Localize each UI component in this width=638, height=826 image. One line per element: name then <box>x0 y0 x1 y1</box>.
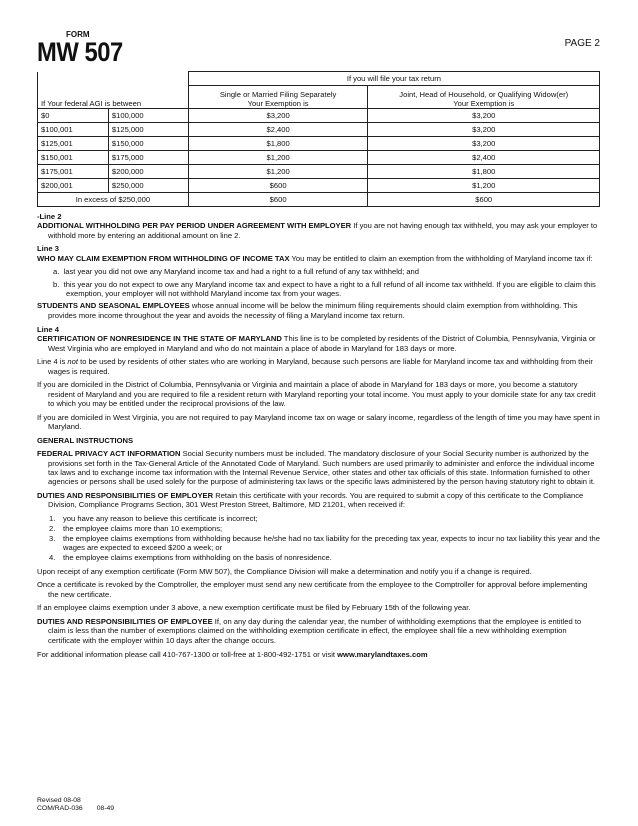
table-row <box>38 137 600 151</box>
line3-heading: WHO MAY CLAIM EXEMPTION FROM WITHHOLDING OF INCOME TAX <box>37 253 290 263</box>
contact-paragraph: For additional information please call 410-767-1300 or toll-free at 1-800-492-1751 or visit www.marylandtaxes.com <box>37 649 428 659</box>
line4-title: Line 4 <box>37 324 59 334</box>
exemption-table <box>37 71 600 207</box>
list-item-text: the employee claims exemptions from withholding because he/she had no tax liability for the preceding tax year, expects to incur no tax liability this year and the wages are expected to exceed $200 a week; or <box>63 533 600 552</box>
list-item-number: 4. <box>49 552 56 562</box>
list-item-number: 1. <box>49 514 56 524</box>
students-heading: STUDENTS AND SEASONAL EMPLOYEES <box>37 301 190 311</box>
agi-from: $175,001 <box>38 165 109 179</box>
joint-exemption: $3,200 <box>368 109 600 123</box>
agi-from: $125,001 <box>38 137 109 151</box>
agi-to: $100,000 <box>108 109 188 123</box>
last-row-label: In excess of $250,000 <box>38 193 189 207</box>
table-row <box>38 179 600 193</box>
line3-item-b: b. this year you do not expect to owe any Maryland income tax and expect to have a right to a full refund of all income tax withheld. If you are eligible to claim this exemption, your employer will not withhold Maryland income tax from your wages. <box>53 279 596 299</box>
agi-from: $100,001 <box>38 123 109 137</box>
single-exemption: $1,200 <box>188 151 368 165</box>
general-title: GENERAL INSTRUCTIONS <box>37 435 134 445</box>
table-row <box>38 123 600 137</box>
joint-exemption: $1,200 <box>368 179 600 193</box>
agi-to: $150,000 <box>108 137 188 151</box>
agi-to: $125,000 <box>108 123 188 137</box>
joint-header: Joint, Head of Household, or Qualifying Widow(er) Your Exemption is <box>368 86 600 109</box>
table-row <box>38 109 600 123</box>
line3-item-a: a. last year you did not owe any Maryland income tax and had a right to a full refund of any tax withheld; and <box>53 267 420 277</box>
line3-text: You may be entitled to claim an exemption from the withholding of Maryland income tax if: <box>289 253 593 263</box>
line4-heading: CERTIFICATION OF NONRESIDENCE IN THE STATE OF MARYLAND <box>37 334 282 344</box>
list-item-text: you have any reason to believe this certificate is incorrect; <box>63 514 258 524</box>
joint-exemption: $3,200 <box>368 137 600 151</box>
line4-p2: Line 4 is not to be used by residents of other states who are working in Maryland, because such persons are liable for Maryland income tax and withholding from their wages is required. <box>37 357 593 376</box>
privacy-paragraph: FEDERAL PRIVACY ACT INFORMATION Social Security numbers must be included. The mandatory disclosure of your Social Security number is authorized by the provisions set forth in the Tax-General Article of the Annotated Code of Maryland. Such numbers are used primarily to administer and enforce the individual income tax laws and to exchange income tax information with the Internal Revenue Service, other states and other tax officials of this state. Information furnished to other agencies or persons shall be used solely for the purpose of administering tax laws or the specific laws administered by the person having statutory right to obtain it. <box>37 449 596 487</box>
single-header: Single or Married Filing Separately Your Exemption is <box>188 86 368 109</box>
table-row <box>38 165 600 179</box>
list-item-number: 2. <box>49 523 56 533</box>
list-item-number: 3. <box>49 533 56 543</box>
website-link[interactable]: www.marylandtaxes.com <box>337 649 428 659</box>
line3-title: Line 3 <box>37 244 59 254</box>
span-header: If you will file your tax return <box>188 72 599 86</box>
duties-list <box>37 514 600 562</box>
single-exemption: $3,200 <box>188 109 368 123</box>
agi-header: If Your federal AGI is between <box>38 86 189 109</box>
single-exemption: $600 <box>188 179 368 193</box>
line3-paragraph <box>37 254 600 263</box>
list-item <box>37 524 600 533</box>
last-row-joint: $600 <box>368 193 600 207</box>
duties-heading: DUTIES AND RESPONSIBILITIES OF EMPLOYER <box>37 490 214 500</box>
under3-paragraph: If an employee claims exemption under 3 above, a new exemption certificate must be filed by February 15th of the following year. <box>37 603 471 613</box>
list-item-text: the employee claims exemptions from withholding on the basis of nonresidence. <box>63 552 332 562</box>
agi-to: $175,000 <box>108 151 188 165</box>
revoked-paragraph: Once a certificate is revoked by the Comptroller, the employer must send any new certificate from the employee to the Comptroller for approval before implementing the new certificate. <box>37 580 588 599</box>
list-item <box>37 534 600 553</box>
line2-text: If you are not having enough tax withheld, you may ask your employer to withhold more by entering an additional amount on line 2. <box>48 221 598 240</box>
page-number: PAGE 2 <box>564 38 600 49</box>
employee-duties-paragraph: DUTIES AND RESPONSIBILITIES OF EMPLOYEE If, on any day during the calendar year, the number of withholding exemptions that the employee is entitled to claim is less than the number of exemptions claimed on the withholding exemption certificate in effect, the employee shall file a new withholding exemption certificate with the employer within 10 days after the change occurs. <box>37 617 582 645</box>
agi-from: $0 <box>38 109 109 123</box>
single-exemption: $1,200 <box>188 165 368 179</box>
line4-p4: If you are domiciled in West Virginia, you are not required to pay Maryland income tax on wage or salary income, regardless of the length of time you may have spent in Maryland. <box>37 412 600 432</box>
form-number: MW 507 <box>37 37 123 67</box>
employee-duties-heading: DUTIES AND RESPONSIBILITIES OF EMPLOYEE <box>37 617 213 627</box>
line4-paragraph <box>37 334 600 353</box>
joint-exemption: $1,800 <box>368 165 600 179</box>
form-label: FORM <box>66 30 90 39</box>
students-text: whose annual income will be below the minimum filing requirements should claim exemption from withholding. This provides more income throughout the year and avoids the necessity of filing a Maryland income tax return. <box>48 301 578 320</box>
agi-to: $250,000 <box>108 179 188 193</box>
joint-exemption: $3,200 <box>368 123 600 137</box>
line4-p3: If you are domiciled in the District of Columbia, Pennsylvania or Virginia and maintain a place of abode in Maryland for 183 days or more, you become a statutory resident of Maryland and you are required to file a resident return with Maryland reporting your total income. You must apply to your domicile state for any tax credit to which you may be entitled under the reciprocal provisions of the law. <box>37 380 596 409</box>
joint-exemption: $2,400 <box>368 151 600 165</box>
revised-date: Revised 08-08 <box>37 797 81 804</box>
line2-title: -Line 2 <box>37 212 62 221</box>
list-item <box>37 514 600 523</box>
students-paragraph <box>37 301 600 320</box>
list-item <box>37 553 600 562</box>
single-exemption: $2,400 <box>188 123 368 137</box>
agi-from: $200,001 <box>38 179 109 193</box>
line4-text: This line is to be completed by residents of the District of Columbia, Pennsylvania, Virginia or West Virginia who are employed in Maryland and who do not maintain a place of abode in Maryland for 183 days or more. <box>48 334 596 353</box>
duties-paragraph: DUTIES AND RESPONSIBILITIES OF EMPLOYER Retain this certificate with your records. You are required to submit a copy of this certificate to the Compliance Division, Compliance Programs Section, 301 West Preston Street, Baltimore, MD 21201, when received if: <box>37 490 584 510</box>
agi-to: $200,000 <box>108 165 188 179</box>
instructions <box>37 212 600 663</box>
upon-paragraph: Upon receipt of any exemption certificate (Form MW 507), the Compliance Division will make a determination and notify you if a change is required. <box>37 566 532 576</box>
line2-paragraph <box>37 221 600 240</box>
privacy-heading: FEDERAL PRIVACY ACT INFORMATION <box>37 449 181 459</box>
table-row <box>38 151 600 165</box>
form-code: COM/RAD-036 08-49 <box>37 805 115 812</box>
table-corner <box>38 72 189 86</box>
agi-from: $150,001 <box>38 151 109 165</box>
list-item-text: the employee claims more than 10 exemptions; <box>63 523 223 533</box>
line2-heading: ADDITIONAL WITHHOLDING PER PAY PERIOD UNDER AGREEMENT WITH EMPLOYER <box>37 221 352 231</box>
single-exemption: $1,800 <box>188 137 368 151</box>
footer <box>37 797 114 813</box>
last-row-single: $600 <box>188 193 368 207</box>
